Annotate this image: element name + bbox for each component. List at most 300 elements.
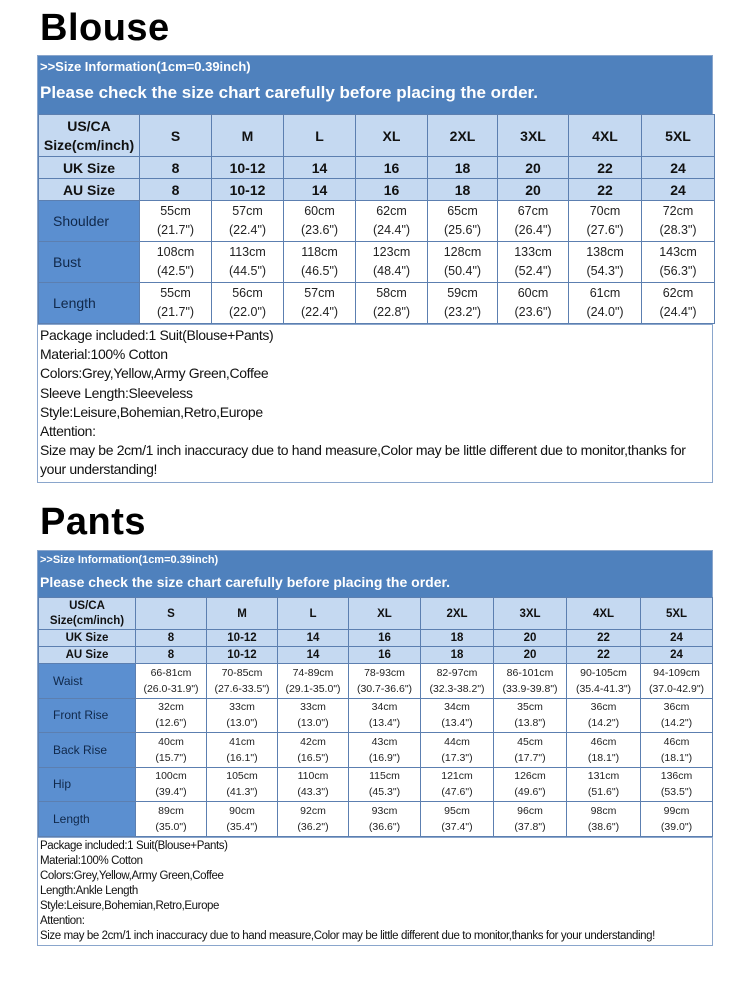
au-size-row bbox=[39, 647, 713, 664]
measure-cell bbox=[212, 201, 284, 242]
measure-cell bbox=[421, 698, 494, 733]
measure-cell bbox=[567, 733, 641, 768]
cm-value: 42cm bbox=[300, 735, 326, 748]
inch-value: (36.6") bbox=[368, 820, 401, 833]
note-material: Material:100% Cotton bbox=[40, 346, 168, 363]
cm-value: 143cm bbox=[659, 245, 697, 259]
au-size-label: AU Size bbox=[39, 179, 140, 201]
inch-value: (13.4") bbox=[368, 717, 401, 730]
au-size-cell: 14 bbox=[284, 179, 356, 201]
size-table bbox=[38, 597, 713, 837]
cm-value: 57cm bbox=[232, 204, 263, 218]
label-line2: Size(cm/inch) bbox=[43, 136, 135, 153]
cm-value: 86-101cm bbox=[506, 666, 554, 679]
uk-size-cell: 10-12 bbox=[207, 630, 278, 647]
measure-cell bbox=[428, 283, 498, 324]
cm-value: 62cm bbox=[376, 204, 407, 218]
row-label: Shoulder bbox=[39, 201, 140, 242]
measure-cell bbox=[498, 283, 569, 324]
inch-value: (43.3") bbox=[297, 786, 329, 799]
measure-cell bbox=[207, 698, 278, 733]
product-notes bbox=[38, 324, 712, 482]
measure-cell bbox=[212, 283, 284, 324]
measure-cell bbox=[278, 698, 349, 733]
inch-value: (24.4") bbox=[372, 223, 411, 237]
cm-value: 55cm bbox=[160, 286, 191, 300]
inch-value: (32.3-38.2") bbox=[429, 682, 485, 695]
cm-value: 44cm bbox=[444, 735, 470, 748]
measure-cell bbox=[498, 201, 569, 242]
cm-value: 57cm bbox=[304, 286, 335, 300]
label-line1: US/CA bbox=[69, 599, 105, 612]
measure-cell bbox=[421, 733, 494, 768]
cm-value: 118cm bbox=[301, 245, 338, 259]
cm-value: 55cm bbox=[160, 204, 191, 218]
us-size-row bbox=[39, 598, 713, 630]
note-attention: Attention: bbox=[40, 423, 96, 440]
inch-value: (47.6") bbox=[441, 786, 473, 799]
cm-value: 36cm bbox=[663, 701, 690, 714]
inch-value: (38.6") bbox=[587, 820, 620, 833]
measure-cell bbox=[278, 664, 349, 699]
cm-value: 126cm bbox=[514, 770, 546, 783]
au-size-cell: 10-12 bbox=[207, 647, 278, 664]
size-m: M bbox=[207, 598, 278, 630]
inch-value: (33.9-39.8") bbox=[502, 682, 558, 695]
cm-value: 70cm bbox=[589, 204, 621, 218]
measurement-row-front-rise bbox=[39, 698, 713, 733]
inch-value: (22.8") bbox=[372, 305, 411, 319]
measure-cell bbox=[349, 802, 421, 837]
uk-size-label: UK Size bbox=[39, 157, 140, 179]
uk-size-row bbox=[39, 630, 713, 647]
uk-size-label: UK Size bbox=[39, 630, 136, 647]
cm-value: 61cm bbox=[589, 286, 621, 300]
uk-size-cell: 22 bbox=[567, 630, 641, 647]
cm-value: 96cm bbox=[517, 804, 543, 817]
us-ca-size-label bbox=[39, 115, 140, 157]
row-label: Length bbox=[39, 802, 136, 837]
inch-value: (16.1") bbox=[226, 751, 258, 764]
inch-value: (15.7") bbox=[155, 751, 187, 764]
pants-size-chart bbox=[37, 550, 713, 946]
measure-cell bbox=[641, 767, 713, 802]
measure-cell bbox=[498, 242, 569, 283]
measure-cell bbox=[428, 242, 498, 283]
uk-size-cell: 20 bbox=[498, 157, 569, 179]
cm-value: 90cm bbox=[229, 804, 255, 817]
size-5xl: 5XL bbox=[641, 598, 713, 630]
cm-value: 82-97cm bbox=[436, 666, 478, 679]
inch-value: (17.7") bbox=[514, 751, 546, 764]
cm-value: 60cm bbox=[304, 204, 335, 218]
note-package: Package included:1 Suit(Blouse+Pants) bbox=[40, 839, 228, 852]
measure-cell bbox=[136, 698, 207, 733]
inch-value: (22.0") bbox=[228, 305, 267, 319]
size-table bbox=[38, 114, 715, 324]
inch-value: (16.5") bbox=[297, 751, 329, 764]
measure-cell bbox=[356, 201, 428, 242]
inch-value: (54.3") bbox=[586, 264, 624, 278]
cm-value: 34cm bbox=[371, 701, 398, 714]
measure-cell bbox=[494, 733, 567, 768]
au-size-cell: 18 bbox=[428, 179, 498, 201]
cm-value: 58cm bbox=[376, 286, 407, 300]
inch-value: (23.6") bbox=[514, 305, 552, 319]
inch-value: (36.2") bbox=[297, 820, 329, 833]
inch-value: (37.4") bbox=[441, 820, 473, 833]
inch-value: (13.0") bbox=[297, 717, 329, 730]
inch-value: (50.4") bbox=[443, 264, 482, 278]
cm-value: 78-93cm bbox=[364, 666, 405, 679]
measure-cell bbox=[140, 201, 212, 242]
measure-cell bbox=[569, 283, 642, 324]
cm-value: 41cm bbox=[229, 735, 255, 748]
size-2xl: 2XL bbox=[428, 115, 498, 157]
measure-cell bbox=[349, 733, 421, 768]
inch-value: (45.3") bbox=[368, 786, 401, 799]
inch-value: (37.8") bbox=[514, 820, 546, 833]
note-style: Style:Leisure,Bohemian,Retro,Europe bbox=[40, 899, 220, 912]
cm-value: 123cm bbox=[372, 245, 411, 259]
cm-value: 56cm bbox=[232, 286, 263, 300]
au-size-cell: 22 bbox=[569, 179, 642, 201]
measure-cell bbox=[641, 733, 713, 768]
measurement-row-back-rise bbox=[39, 733, 713, 768]
size-5xl: 5XL bbox=[642, 115, 715, 157]
label-line1: US/CA bbox=[67, 117, 111, 134]
cm-value: 89cm bbox=[158, 804, 184, 817]
measure-cell bbox=[207, 802, 278, 837]
inch-value: (12.6") bbox=[155, 717, 187, 730]
row-label: Back Rise bbox=[39, 733, 136, 768]
au-size-cell: 16 bbox=[349, 647, 421, 664]
cm-value: 136cm bbox=[660, 770, 693, 783]
measure-cell bbox=[567, 664, 641, 699]
size-xl: XL bbox=[356, 115, 428, 157]
uk-size-cell: 24 bbox=[641, 630, 713, 647]
inch-value: (53.5") bbox=[660, 786, 693, 799]
inch-value: (23.6") bbox=[300, 223, 339, 237]
size-l: L bbox=[278, 598, 349, 630]
cm-value: 95cm bbox=[444, 804, 470, 817]
measure-cell bbox=[494, 664, 567, 699]
uk-size-row bbox=[39, 157, 715, 179]
measurement-row-shoulder bbox=[39, 201, 715, 242]
note-disclaimer: Size may be 2cm/1 inch inaccuracy due to hand measure,Color may be little different due to monitor,thanks for your understanding! bbox=[40, 929, 655, 942]
inch-value: (22.4") bbox=[300, 305, 339, 319]
inch-value: (24.4") bbox=[659, 305, 697, 319]
measure-cell bbox=[207, 767, 278, 802]
au-size-cell: 14 bbox=[278, 647, 349, 664]
inch-value: (39.0") bbox=[660, 820, 693, 833]
us-ca-size-label bbox=[39, 598, 136, 630]
cm-value: 36cm bbox=[590, 701, 617, 714]
measure-cell bbox=[278, 733, 349, 768]
uk-size-cell: 22 bbox=[569, 157, 642, 179]
inch-value: (26.0-31.9") bbox=[143, 682, 199, 695]
measurement-row-waist bbox=[39, 664, 713, 699]
cm-value: 74-89cm bbox=[292, 666, 334, 679]
cm-value: 121cm bbox=[441, 770, 473, 783]
note-colors: Colors:Grey,Yellow,Army Green,Coffee bbox=[40, 365, 269, 382]
measure-cell bbox=[642, 201, 715, 242]
measure-cell bbox=[284, 283, 356, 324]
cm-value: 33cm bbox=[229, 701, 255, 714]
size-3xl: 3XL bbox=[498, 115, 569, 157]
au-size-row bbox=[39, 179, 715, 201]
measurement-row-hip bbox=[39, 767, 713, 802]
row-label: Waist bbox=[39, 664, 136, 699]
row-label: Front Rise bbox=[39, 698, 136, 733]
cm-value: 43cm bbox=[371, 735, 398, 748]
cm-value: 32cm bbox=[158, 701, 184, 714]
measure-cell bbox=[642, 242, 715, 283]
measure-cell bbox=[284, 201, 356, 242]
au-size-cell: 24 bbox=[642, 179, 715, 201]
measure-cell bbox=[421, 767, 494, 802]
measure-cell bbox=[494, 698, 567, 733]
cm-value: 40cm bbox=[158, 735, 184, 748]
note-colors: Colors:Grey,Yellow,Army Green,Coffee bbox=[40, 869, 224, 882]
size-s: S bbox=[140, 115, 212, 157]
measure-cell bbox=[136, 733, 207, 768]
cm-value: 35cm bbox=[517, 701, 543, 714]
inch-value: (41.3") bbox=[226, 786, 258, 799]
measure-cell bbox=[567, 698, 641, 733]
inch-value: (30.7-36.6") bbox=[356, 682, 413, 695]
inch-value: (46.5") bbox=[300, 264, 339, 278]
inch-value: (13.0") bbox=[226, 717, 258, 730]
size-info-warning: Please check the size chart carefully before placing the order. bbox=[40, 83, 538, 102]
cm-value: 115cm bbox=[369, 770, 400, 783]
measurement-row-length bbox=[39, 283, 715, 324]
inch-value: (42.5") bbox=[156, 264, 195, 278]
uk-size-cell: 14 bbox=[278, 630, 349, 647]
measure-cell bbox=[494, 802, 567, 837]
measure-cell bbox=[569, 242, 642, 283]
measure-cell bbox=[284, 242, 356, 283]
measurement-row-bust bbox=[39, 242, 715, 283]
measure-cell bbox=[349, 767, 421, 802]
cm-value: 98cm bbox=[590, 804, 617, 817]
uk-size-cell: 14 bbox=[284, 157, 356, 179]
inch-value: (51.6") bbox=[587, 786, 620, 799]
inch-value: (48.4") bbox=[372, 264, 411, 278]
au-size-cell: 22 bbox=[567, 647, 641, 664]
inch-value: (35.4") bbox=[226, 820, 258, 833]
inch-value: (21.7") bbox=[156, 305, 195, 319]
size-info-warning: Please check the size chart carefully before placing the order. bbox=[40, 574, 451, 590]
cm-value: 90-105cm bbox=[580, 666, 627, 679]
measure-cell bbox=[207, 664, 278, 699]
cm-value: 110cm bbox=[297, 770, 329, 783]
measure-cell bbox=[356, 283, 428, 324]
cm-value: 93cm bbox=[371, 804, 398, 817]
inch-value: (24.0") bbox=[586, 305, 624, 319]
au-size-cell: 10-12 bbox=[212, 179, 284, 201]
blouse-size-chart bbox=[37, 55, 713, 483]
measure-cell bbox=[136, 767, 207, 802]
inch-value: (14.2") bbox=[587, 717, 620, 730]
measure-cell bbox=[278, 767, 349, 802]
cm-value: 34cm bbox=[444, 701, 470, 714]
row-label: Hip bbox=[39, 767, 136, 802]
au-size-cell: 16 bbox=[356, 179, 428, 201]
note-sleeve-length: Sleeve Length:Sleeveless bbox=[40, 384, 193, 401]
inch-value: (27.6") bbox=[586, 223, 624, 237]
cm-value: 46cm bbox=[663, 735, 690, 748]
measure-cell bbox=[207, 733, 278, 768]
size-l: L bbox=[284, 115, 356, 157]
pants-title: Pants bbox=[40, 501, 146, 543]
inch-value: (39.4") bbox=[155, 786, 187, 799]
inch-value: (13.8") bbox=[514, 717, 546, 730]
measure-cell bbox=[136, 802, 207, 837]
cm-value: 105cm bbox=[226, 770, 258, 783]
measurement-row-length bbox=[39, 802, 713, 837]
size-3xl: 3XL bbox=[494, 598, 567, 630]
inch-value: (18.1") bbox=[587, 751, 620, 764]
size-m: M bbox=[212, 115, 284, 157]
size-s: S bbox=[136, 598, 207, 630]
au-size-label: AU Size bbox=[39, 647, 136, 664]
measure-cell bbox=[136, 664, 207, 699]
cm-value: 62cm bbox=[662, 286, 694, 300]
uk-size-cell: 18 bbox=[421, 630, 494, 647]
inch-value: (26.4") bbox=[514, 223, 552, 237]
inch-value: (22.4") bbox=[228, 223, 267, 237]
label-line2: Size(cm/inch) bbox=[49, 614, 125, 627]
cm-value: 138cm bbox=[586, 245, 624, 259]
size-xl: XL bbox=[349, 598, 421, 630]
cm-value: 67cm bbox=[517, 204, 549, 218]
measure-cell bbox=[140, 242, 212, 283]
inch-value: (21.7") bbox=[156, 223, 195, 237]
measure-cell bbox=[212, 242, 284, 283]
inch-value: (16.9") bbox=[368, 751, 401, 764]
inch-value: (49.6") bbox=[514, 786, 546, 799]
row-label: Bust bbox=[39, 242, 140, 283]
size-info-heading: >>Size Information(1cm=0.39inch) bbox=[40, 554, 219, 566]
au-size-cell: 20 bbox=[494, 647, 567, 664]
uk-size-cell: 24 bbox=[642, 157, 715, 179]
inch-value: (35.4-41.3") bbox=[575, 682, 632, 695]
inch-value: (18.1") bbox=[660, 751, 693, 764]
inch-value: (14.2") bbox=[660, 717, 693, 730]
uk-size-cell: 16 bbox=[349, 630, 421, 647]
au-size-cell: 18 bbox=[421, 647, 494, 664]
inch-value: (56.3") bbox=[659, 264, 697, 278]
measure-cell bbox=[278, 802, 349, 837]
uk-size-cell: 10-12 bbox=[212, 157, 284, 179]
inch-value: (52.4") bbox=[514, 264, 552, 278]
cm-value: 45cm bbox=[517, 735, 543, 748]
inch-value: (44.5") bbox=[228, 264, 267, 278]
au-size-cell: 8 bbox=[140, 179, 212, 201]
inch-value: (35.0") bbox=[155, 820, 187, 833]
cm-value: 94-109cm bbox=[653, 666, 700, 679]
inch-value: (25.6") bbox=[443, 223, 482, 237]
note-disclaimer: Size may be 2cm/1 inch inaccuracy due to hand measure,Color may be little different due to monitor,thanks for your understanding! bbox=[40, 442, 686, 478]
cm-value: 33cm bbox=[300, 701, 326, 714]
product-notes bbox=[38, 837, 712, 945]
uk-size-cell: 8 bbox=[140, 157, 212, 179]
uk-size-cell: 8 bbox=[136, 630, 207, 647]
au-size-cell: 8 bbox=[136, 647, 207, 664]
cm-value: 113cm bbox=[229, 245, 266, 259]
inch-value: (17.3") bbox=[441, 751, 473, 764]
size-4xl: 4XL bbox=[569, 115, 642, 157]
measure-cell bbox=[641, 664, 713, 699]
cm-value: 60cm bbox=[517, 286, 549, 300]
cm-value: 131cm bbox=[587, 770, 620, 783]
uk-size-cell: 16 bbox=[356, 157, 428, 179]
measure-cell bbox=[356, 242, 428, 283]
cm-value: 46cm bbox=[590, 735, 617, 748]
cm-value: 99cm bbox=[663, 804, 690, 817]
au-size-cell: 20 bbox=[498, 179, 569, 201]
us-size-row bbox=[39, 115, 715, 157]
cm-value: 72cm bbox=[662, 204, 694, 218]
measure-cell bbox=[567, 802, 641, 837]
size-2xl: 2XL bbox=[421, 598, 494, 630]
inch-value: (37.0-42.9") bbox=[648, 682, 705, 695]
measure-cell bbox=[641, 802, 713, 837]
measure-cell bbox=[140, 283, 212, 324]
measure-cell bbox=[494, 767, 567, 802]
note-material: Material:100% Cotton bbox=[40, 854, 143, 867]
size-info-heading: >>Size Information(1cm=0.39inch) bbox=[40, 59, 251, 74]
measure-cell bbox=[641, 698, 713, 733]
uk-size-cell: 20 bbox=[494, 630, 567, 647]
cm-value: 108cm bbox=[156, 245, 195, 259]
au-size-cell: 24 bbox=[641, 647, 713, 664]
cm-value: 133cm bbox=[514, 245, 552, 259]
measure-cell bbox=[421, 664, 494, 699]
size-4xl: 4XL bbox=[567, 598, 641, 630]
blouse-title: Blouse bbox=[40, 7, 170, 49]
cm-value: 70-85cm bbox=[221, 666, 263, 679]
cm-value: 66-81cm bbox=[150, 666, 192, 679]
row-label: Length bbox=[39, 283, 140, 324]
cm-value: 100cm bbox=[155, 770, 187, 783]
note-attention: Attention: bbox=[40, 914, 85, 927]
size-info-banner bbox=[38, 551, 712, 597]
inch-value: (13.4") bbox=[441, 717, 473, 730]
measure-cell bbox=[421, 802, 494, 837]
cm-value: 92cm bbox=[300, 804, 326, 817]
measure-cell bbox=[567, 767, 641, 802]
inch-value: (27.6-33.5") bbox=[214, 682, 270, 695]
cm-value: 65cm bbox=[447, 204, 478, 218]
inch-value: (29.1-35.0") bbox=[285, 682, 341, 695]
measure-cell bbox=[569, 201, 642, 242]
inch-value: (23.2") bbox=[443, 305, 482, 319]
inch-value: (28.3") bbox=[659, 223, 697, 237]
measure-cell bbox=[349, 664, 421, 699]
uk-size-cell: 18 bbox=[428, 157, 498, 179]
measure-cell bbox=[349, 698, 421, 733]
size-info-banner bbox=[38, 56, 712, 114]
cm-value: 59cm bbox=[447, 286, 478, 300]
measure-cell bbox=[428, 201, 498, 242]
note-length: Length:Ankle Length bbox=[40, 884, 138, 897]
cm-value: 128cm bbox=[443, 245, 482, 259]
note-package: Package included:1 Suit(Blouse+Pants) bbox=[40, 327, 274, 343]
measure-cell bbox=[642, 283, 715, 324]
note-style: Style:Leisure,Bohemian,Retro,Europe bbox=[40, 403, 263, 420]
